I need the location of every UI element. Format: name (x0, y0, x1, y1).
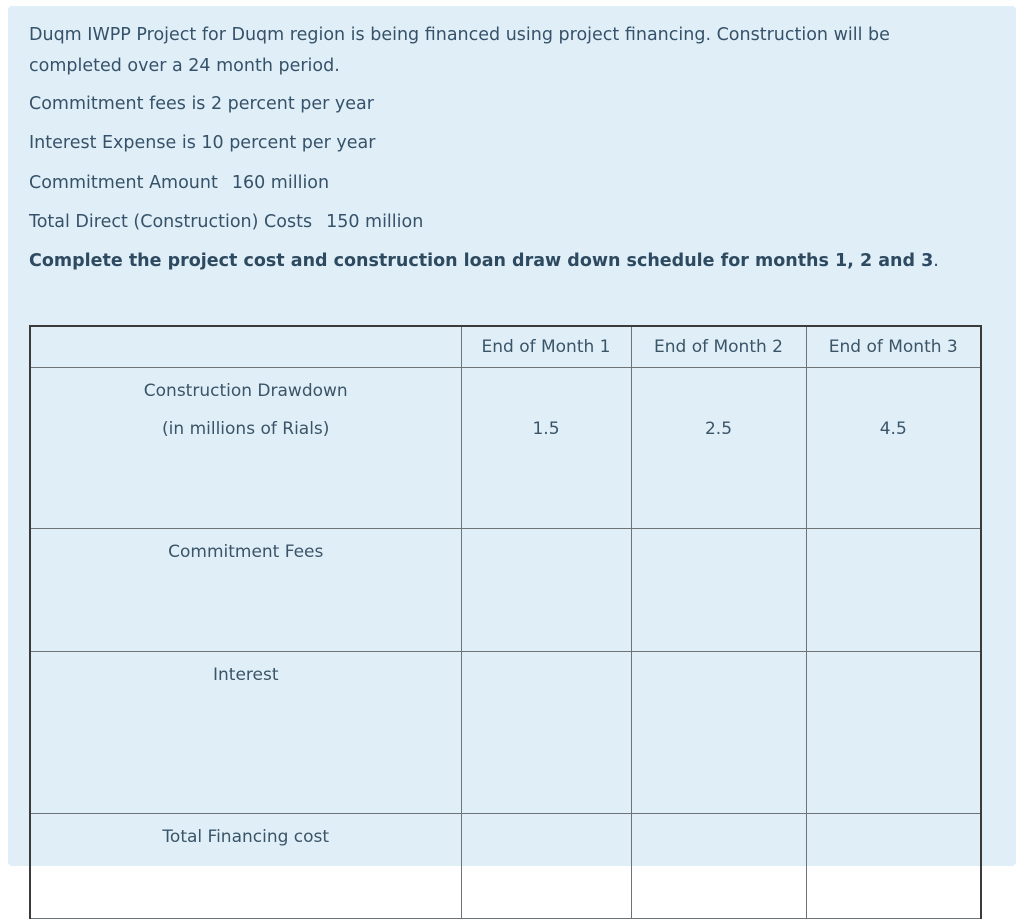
instruction-period: . (933, 251, 939, 271)
row-label-line-1: Construction Drawdown (143, 381, 348, 401)
drawdown-month-1-cell[interactable]: 1.5 (461, 368, 631, 529)
instruction-bold: Complete the project cost and construction loan draw down schedule for months 1, 2 and 3 (29, 251, 934, 271)
row-label-total-financing-cost: Total Financing cost (30, 814, 461, 919)
row-label-construction-drawdown (30, 368, 461, 529)
header-month-3: End of Month 3 (806, 326, 981, 368)
commitment-fees-month-3-cell[interactable] (806, 529, 981, 652)
row-label-commitment-fees: Commitment Fees (30, 529, 461, 652)
interest-month-2-cell[interactable] (631, 652, 806, 814)
table-row-interest (30, 652, 981, 814)
table-row-construction-drawdown (30, 368, 981, 529)
table-row-commitment-fees (30, 529, 981, 652)
row-label-line-2: (in millions of Rials) (162, 419, 330, 439)
commitment-amount-label: Commitment Amount (29, 173, 218, 193)
header-month-2: End of Month 2 (631, 326, 806, 368)
intro-paragraph (29, 20, 890, 82)
interest-month-1-cell[interactable] (461, 652, 631, 814)
row-label-interest: Interest (30, 652, 461, 814)
interest-month-3-cell[interactable] (806, 652, 981, 814)
instruction-text (29, 246, 939, 277)
total-financing-month-1-cell[interactable] (461, 814, 631, 919)
direct-costs-text (29, 207, 423, 238)
header-cell-blank (30, 326, 461, 368)
intro-line-2: completed over a 24 month period. (29, 56, 340, 76)
header-month-1: End of Month 1 (461, 326, 631, 368)
direct-costs-label: Total Direct (Construction) Costs (29, 212, 313, 232)
total-financing-month-3-cell[interactable] (806, 814, 981, 919)
intro-line-1: Duqm IWPP Project for Duqm region is being financed using project financing. Construction will be (29, 25, 890, 45)
table-row-total-financing-cost (30, 814, 981, 919)
drawdown-month-3-cell[interactable]: 4.5 (806, 368, 981, 529)
commitment-amount-text (29, 168, 329, 199)
commitment-fees-month-1-cell[interactable] (461, 529, 631, 652)
commitment-fees-month-2-cell[interactable] (631, 529, 806, 652)
commitment-amount-value: 160 million (231, 173, 330, 193)
direct-costs-value: 150 million (326, 212, 424, 232)
total-financing-month-2-cell[interactable] (631, 814, 806, 919)
interest-expense-text: Interest Expense is 10 percent per year (29, 133, 376, 153)
drawdown-schedule-table (29, 325, 982, 919)
drawdown-month-2-cell[interactable]: 2.5 (631, 368, 806, 529)
table-header-row (30, 326, 981, 368)
commitment-fees-text: Commitment fees is 2 percent per year (29, 94, 374, 114)
